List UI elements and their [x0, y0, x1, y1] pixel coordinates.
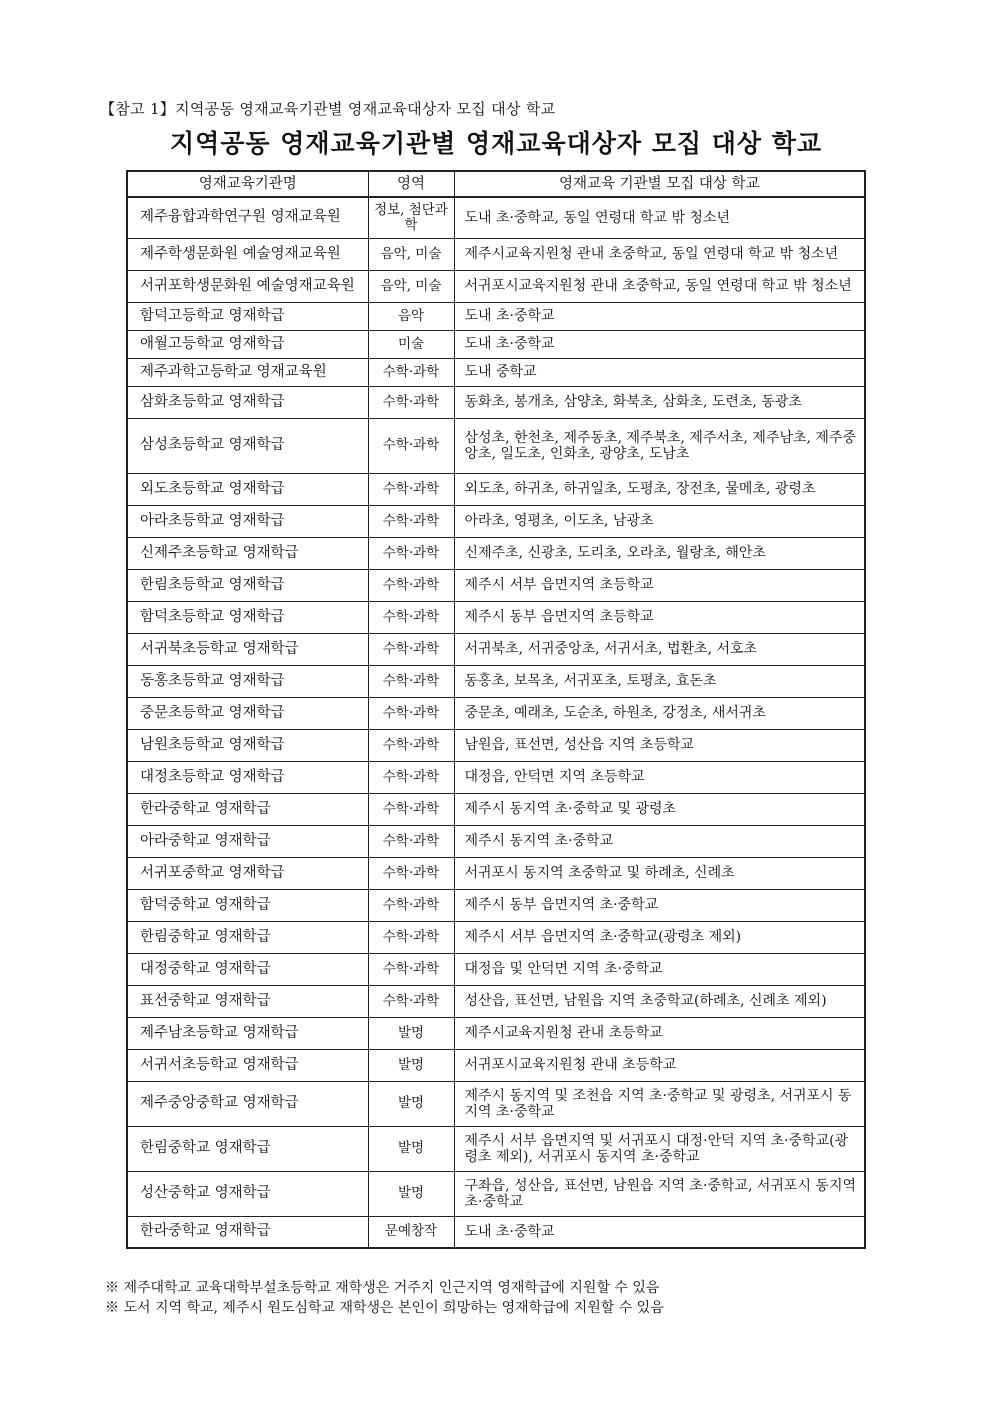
table-row [127, 729, 865, 761]
cell-target-schools: 제주시교육지원청 관내 초등학교 [454, 1017, 865, 1049]
cell-target-schools: 외도초, 하귀초, 하귀일초, 도평초, 장전초, 물메초, 광령초 [454, 473, 865, 505]
cell-institution: 서귀포중학교 영재학급 [127, 857, 368, 889]
cell-institution: 삼화초등학교 영재학급 [127, 386, 368, 418]
cell-target-schools: 도내 초·중학교 [454, 302, 865, 330]
reference-label: 【참고 1】지역공동 영재교육기관별 영재교육대상자 모집 대상 학교 [100, 100, 556, 118]
cell-field: 발명 [368, 1126, 454, 1171]
cell-institution: 한림초등학교 영재학급 [127, 569, 368, 601]
cell-field: 문예창작 [368, 1216, 454, 1248]
cell-field: 수학·과학 [368, 985, 454, 1017]
table-row [127, 889, 865, 921]
table-row [127, 1081, 865, 1126]
table-row [127, 569, 865, 601]
cell-field: 음악, 미술 [368, 270, 454, 302]
header-target-schools: 영재교육 기관별 모집 대상 학교 [454, 171, 865, 197]
cell-institution: 제주남초등학교 영재학급 [127, 1017, 368, 1049]
cell-institution: 서귀북초등학교 영재학급 [127, 633, 368, 665]
table-row [127, 330, 865, 358]
cell-field: 수학·과학 [368, 793, 454, 825]
cell-field: 수학·과학 [368, 921, 454, 953]
table-row [127, 1126, 865, 1171]
table-row [127, 793, 865, 825]
cell-target-schools: 도내 초·중학교, 동일 연령대 학교 밖 청소년 [454, 197, 865, 238]
cell-target-schools: 제주시 서부 읍면지역 초·중학교(광령초 제외) [454, 921, 865, 953]
table-row [127, 1049, 865, 1081]
cell-field: 음악 [368, 302, 454, 330]
table-row [127, 953, 865, 985]
cell-institution: 한라중학교 영재학급 [127, 793, 368, 825]
header-field: 영역 [368, 171, 454, 197]
cell-target-schools: 서귀북초, 서귀중앙초, 서귀서초, 법환초, 서호초 [454, 633, 865, 665]
cell-field: 수학·과학 [368, 697, 454, 729]
cell-institution: 함덕초등학교 영재학급 [127, 601, 368, 633]
table-row [127, 505, 865, 537]
notes [105, 1278, 664, 1318]
cell-field: 수학·과학 [368, 569, 454, 601]
cell-institution: 남원초등학교 영재학급 [127, 729, 368, 761]
table-row [127, 857, 865, 889]
table-row [127, 238, 865, 270]
table-row [127, 386, 865, 418]
table-row [127, 633, 865, 665]
cell-institution: 서귀서초등학교 영재학급 [127, 1049, 368, 1081]
cell-institution: 한라중학교 영재학급 [127, 1216, 368, 1248]
cell-target-schools: 동홍초, 보목초, 서귀포초, 토평초, 효돈초 [454, 665, 865, 697]
table-row [127, 1216, 865, 1248]
cell-field: 정보, 첨단과학 [368, 197, 454, 238]
table-row [127, 921, 865, 953]
table-row [127, 1171, 865, 1216]
cell-field: 수학·과학 [368, 761, 454, 793]
table-header-row [127, 171, 865, 197]
cell-field: 수학·과학 [368, 665, 454, 697]
cell-institution: 외도초등학교 영재학급 [127, 473, 368, 505]
school-table [126, 170, 866, 1249]
cell-target-schools: 중문초, 예래초, 도순초, 하원초, 강정초, 새서귀초 [454, 697, 865, 729]
cell-field: 수학·과학 [368, 505, 454, 537]
cell-institution: 아라초등학교 영재학급 [127, 505, 368, 537]
table-row [127, 1017, 865, 1049]
cell-target-schools: 삼성초, 한천초, 제주동초, 제주북초, 제주서초, 제주남초, 제주중앙초, 일도초, 인화초, 광양초, 도남초 [454, 418, 865, 473]
table-row [127, 665, 865, 697]
cell-institution: 서귀포학생문화원 예술영재교육원 [127, 270, 368, 302]
cell-target-schools: 제주시 동지역 및 조천읍 지역 초·중학교 및 광령초, 서귀포시 동지역 초·중학교 [454, 1081, 865, 1126]
cell-target-schools: 서귀포시교육지원청 관내 초중학교, 동일 연령대 학교 밖 청소년 [454, 270, 865, 302]
cell-field: 수학·과학 [368, 386, 454, 418]
document-title: 지역공동 영재교육기관별 영재교육대상자 모집 대상 학교 [169, 129, 823, 158]
cell-field: 수학·과학 [368, 825, 454, 857]
cell-institution: 동홍초등학교 영재학급 [127, 665, 368, 697]
table-row [127, 761, 865, 793]
cell-target-schools: 대정읍, 안덕면 지역 초등학교 [454, 761, 865, 793]
cell-institution: 성산중학교 영재학급 [127, 1171, 368, 1216]
table-row [127, 358, 865, 386]
cell-institution: 표선중학교 영재학급 [127, 985, 368, 1017]
cell-field: 수학·과학 [368, 473, 454, 505]
cell-field: 발명 [368, 1171, 454, 1216]
cell-institution: 함덕중학교 영재학급 [127, 889, 368, 921]
cell-institution: 함덕고등학교 영재학급 [127, 302, 368, 330]
cell-target-schools: 서귀포시교육지원청 관내 초등학교 [454, 1049, 865, 1081]
table-row [127, 537, 865, 569]
header-institution: 영재교육기관명 [127, 171, 368, 197]
table-row [127, 418, 865, 473]
cell-target-schools: 제주시 서부 읍면지역 초등학교 [454, 569, 865, 601]
cell-target-schools: 도내 중학교 [454, 358, 865, 386]
cell-target-schools: 대정읍 및 안덕면 지역 초·중학교 [454, 953, 865, 985]
cell-institution: 삼성초등학교 영재학급 [127, 418, 368, 473]
cell-target-schools: 도내 초·중학교 [454, 1216, 865, 1248]
cell-target-schools: 제주시 동지역 초·중학교 및 광령초 [454, 793, 865, 825]
cell-institution: 중문초등학교 영재학급 [127, 697, 368, 729]
table-row [127, 473, 865, 505]
cell-field: 수학·과학 [368, 418, 454, 473]
cell-target-schools: 남원읍, 표선면, 성산읍 지역 초등학교 [454, 729, 865, 761]
cell-institution: 제주과학고등학교 영재교육원 [127, 358, 368, 386]
cell-institution: 대정초등학교 영재학급 [127, 761, 368, 793]
cell-field: 수학·과학 [368, 358, 454, 386]
cell-field: 미술 [368, 330, 454, 358]
cell-target-schools: 구좌읍, 성산읍, 표선면, 남원읍 지역 초·중학교, 서귀포시 동지역 초·중학교 [454, 1171, 865, 1216]
cell-institution: 아라중학교 영재학급 [127, 825, 368, 857]
table-row [127, 197, 865, 238]
cell-target-schools: 도내 초·중학교 [454, 330, 865, 358]
cell-target-schools: 제주시 동부 읍면지역 초등학교 [454, 601, 865, 633]
cell-target-schools: 아라초, 영평초, 이도초, 남광초 [454, 505, 865, 537]
table-row [127, 985, 865, 1017]
table-row [127, 697, 865, 729]
cell-target-schools: 제주시 동부 읍면지역 초·중학교 [454, 889, 865, 921]
cell-field: 수학·과학 [368, 633, 454, 665]
cell-field: 수학·과학 [368, 601, 454, 633]
note-2: ※ 도서 지역 학교, 제주시 원도심학교 재학생은 본인이 희망하는 영재학급에 지원할 수 있음 [105, 1300, 664, 1316]
cell-target-schools: 동화초, 봉개초, 삼양초, 화북초, 삼화초, 도련초, 동광초 [454, 386, 865, 418]
table-row [127, 601, 865, 633]
cell-institution: 한림중학교 영재학급 [127, 921, 368, 953]
cell-target-schools: 제주시교육지원청 관내 초중학교, 동일 연령대 학교 밖 청소년 [454, 238, 865, 270]
cell-field: 수학·과학 [368, 729, 454, 761]
cell-field: 음악, 미술 [368, 238, 454, 270]
cell-target-schools: 성산읍, 표선면, 남원읍 지역 초중학교(하례초, 신례초 제외) [454, 985, 865, 1017]
cell-institution: 신제주초등학교 영재학급 [127, 537, 368, 569]
cell-target-schools: 서귀포시 동지역 초중학교 및 하례초, 신례초 [454, 857, 865, 889]
cell-target-schools: 제주시 동지역 초·중학교 [454, 825, 865, 857]
cell-field: 발명 [368, 1081, 454, 1126]
cell-field: 수학·과학 [368, 889, 454, 921]
table-row [127, 270, 865, 302]
cell-institution: 대정중학교 영재학급 [127, 953, 368, 985]
cell-institution: 애월고등학교 영재학급 [127, 330, 368, 358]
cell-field: 수학·과학 [368, 537, 454, 569]
cell-institution: 제주중앙중학교 영재학급 [127, 1081, 368, 1126]
note-1: ※ 제주대학교 교육대학부설초등학교 재학생은 거주지 인근지역 영재학급에 지원할 수 있음 [105, 1280, 660, 1296]
cell-institution: 제주융합과학연구원 영재교육원 [127, 197, 368, 238]
cell-institution: 한림중학교 영재학급 [127, 1126, 368, 1171]
cell-target-schools: 신제주초, 신광초, 도리초, 오라초, 월랑초, 해안초 [454, 537, 865, 569]
cell-field: 발명 [368, 1049, 454, 1081]
cell-target-schools: 제주시 서부 읍면지역 및 서귀포시 대정·안덕 지역 초·중학교(광령초 제외), 서귀포시 동지역 초·중학교 [454, 1126, 865, 1171]
cell-field: 발명 [368, 1017, 454, 1049]
cell-institution: 제주학생문화원 예술영재교육원 [127, 238, 368, 270]
cell-field: 수학·과학 [368, 953, 454, 985]
cell-field: 수학·과학 [368, 857, 454, 889]
table-row [127, 302, 865, 330]
table-row [127, 825, 865, 857]
